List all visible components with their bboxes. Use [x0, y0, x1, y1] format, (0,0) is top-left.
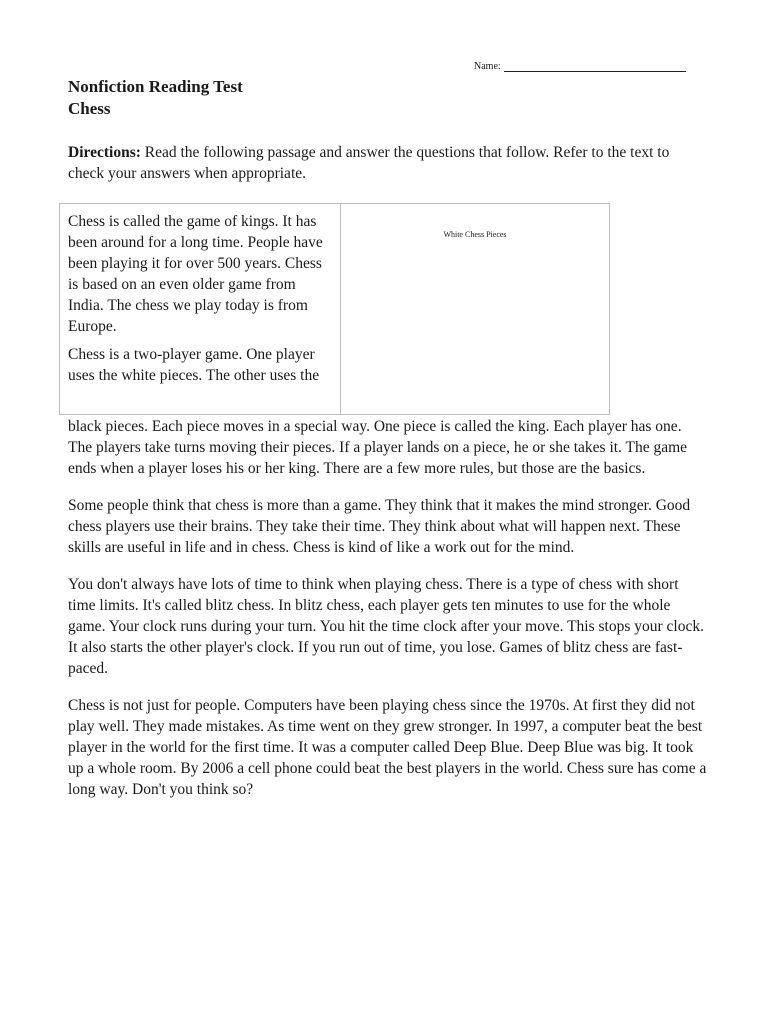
passage-paragraph-2-start: Chess is a two-player game. One player uses the white pieces. The other uses the: [68, 346, 320, 384]
passage-paragraph: black pieces. Each piece moves in a special way. One piece is called the king. Each player has one. The players take turns moving their pieces. If a player lands on a piece, he or she takes it. The game ends when a player loses his or her king. There are a few more rules, but those are the basics.: [68, 418, 688, 477]
passage-paragraph-1: Chess is called the game of kings. It has been around for a long time. People have been playing it for over 500 years. Chess is based on an even older game from India. The chess we play today is from Europe.: [68, 213, 323, 335]
name-label: Name:: [474, 61, 501, 72]
passage-box-text: [60, 204, 341, 414]
page-title: [68, 76, 243, 120]
title-line-1: Nonfiction Reading Test: [68, 77, 243, 96]
directions-text: Read the following passage and answer the questions that follow. Refer to the text to check your answers when appropriate.: [68, 144, 670, 182]
directions: [68, 142, 708, 184]
name-blank-line[interactable]: [504, 60, 686, 72]
image-placeholder: [341, 204, 609, 414]
passage-body: [68, 416, 708, 816]
passage-paragraph: Chess is not just for people. Computers have been playing chess since the 1970s. At first they did not play well. They made mistakes. As time went on they grew stronger. In 1997, a computer beat the best player in the world for the first time. It was a computer called Deep Blue. Deep Blue was big. It took up a whole room. By 2006 a cell phone could beat the best players in the world. Chess sure has come a long way. Don't you think so?: [68, 697, 707, 798]
image-caption: White Chess Pieces: [443, 230, 507, 239]
passage-box: [59, 203, 610, 415]
passage-paragraph: Some people think that chess is more than a game. They think that it makes the mind stronger. Good chess players use their brains. They take their time. They think about what will happen next. These skills are useful in life and in chess. Chess is kind of like a work out for the mind.: [68, 497, 691, 556]
name-field: [474, 60, 686, 72]
title-line-2: Chess: [68, 99, 111, 118]
passage-paragraph: You don't always have lots of time to think when playing chess. There is a type of chess with short time limits. It's called blitz chess. In blitz chess, each player gets ten minutes to use for the whole game. Your clock runs during your turn. You hit the time clock after your move. This stops your clock. It also starts the other player's clock. If you run out of time, you lose. Games of blitz chess are fast-paced.: [68, 576, 704, 677]
directions-label: Directions:: [68, 144, 141, 161]
